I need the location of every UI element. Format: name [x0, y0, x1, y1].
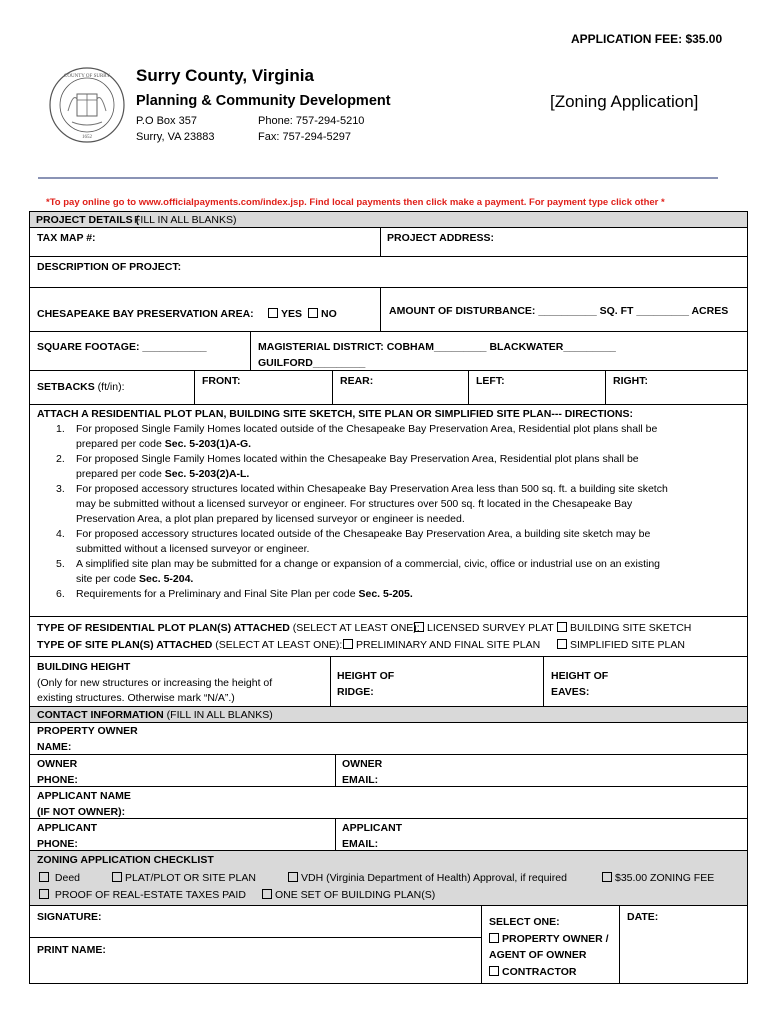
- building-site-sketch-option[interactable]: BUILDING SITE SKETCH: [557, 621, 691, 635]
- project-details-header: PROJECT DETAILS ( FILL IN ALL BLANKS): [29, 211, 748, 228]
- application-title: [Zoning Application]: [550, 92, 699, 111]
- owner-email-field[interactable]: OWNER EMAIL:: [335, 754, 748, 787]
- checkbox: [288, 872, 298, 882]
- project-address-field[interactable]: PROJECT ADDRESS:: [380, 227, 748, 257]
- building-height-label: BUILDING HEIGHT (Only for new structures or increasing the height of existing structures. Otherwise mark “N/A”.): [29, 656, 331, 707]
- property-owner-option[interactable]: PROPERTY OWNER /: [489, 932, 609, 946]
- attach-title: ATTACH A RESIDENTIAL PLOT PLAN, BUILDING SITE SKETCH, SITE PLAN OR SIMPLIFIED SITE PLAN--- DIRECTIONS:: [37, 408, 633, 420]
- zoning-checklist: [29, 850, 748, 906]
- magisterial-district-field[interactable]: MAGISTERIAL DISTRICT: COBHAM_________ BLACKWATER_________ GUILFORD_________: [250, 331, 748, 371]
- ridge-height-field[interactable]: HEIGHT OF RIDGE:: [330, 656, 544, 707]
- checkbox: [557, 622, 567, 632]
- vdh-approval-option[interactable]: VDH (Virginia Department of Health) Approval, if required: [288, 871, 567, 885]
- deed-option[interactable]: Deed: [39, 871, 80, 885]
- checkbox: [343, 639, 353, 649]
- licensed-survey-plat-option[interactable]: LICENSED SURVEY PLAT: [414, 621, 554, 635]
- plan-types: TYPE OF RESIDENTIAL PLOT PLAN(S) ATTACHED (SELECT AT LEAST ONE): LICENSED SURVEY PLAT BUILDING SITE SKETCH TYPE OF SITE PLAN(S) ATTACHED (SELECT AT LEAST ONE): PRELIMINARY AND FINAL SITE PLAN SIMPLIFIED SITE PLAN: [29, 616, 748, 657]
- building-plans-option[interactable]: ONE SET OF BUILDING PLAN(S): [262, 888, 435, 902]
- checkbox: [602, 872, 612, 882]
- applicant-email-field[interactable]: APPLICANT EMAIL:: [335, 818, 748, 851]
- checkbox: [414, 622, 424, 632]
- cbpa-field: CHESAPEAKE BAY PRESERVATION AREA: YES NO: [29, 287, 381, 332]
- square-footage-field[interactable]: SQUARE FOOTAGE: ___________: [29, 331, 251, 371]
- direction-item: 2. For proposed Single Family Homes located within the Chesapeake Bay Preservation Area, Residential plot plans shall be prepared per code Sec. 5-203(2)A-L.: [56, 453, 639, 480]
- plat-plot-site-plan-option[interactable]: PLAT/PLOT OR SITE PLAN: [112, 871, 256, 885]
- simplified-site-plan-option[interactable]: SIMPLIFIED SITE PLAN: [557, 638, 685, 652]
- checkbox: [262, 889, 272, 899]
- checkbox: [557, 639, 567, 649]
- direction-item: 5. A simplified site plan may be submitted for a change or expansion of a commercial, civic, office or industrial use on an existing site per code Sec. 5-204.: [56, 558, 661, 585]
- checkbox: [39, 889, 49, 899]
- disturbance-field[interactable]: AMOUNT OF DISTURBANCE: __________ SQ. FT _________ ACRES: [380, 287, 748, 332]
- eaves-height-field[interactable]: HEIGHT OF EAVES:: [543, 656, 748, 707]
- fax-number: Fax: 757-294-5297: [258, 131, 351, 143]
- cbpa-no[interactable]: NO: [308, 307, 337, 321]
- setback-rear-field[interactable]: REAR:: [332, 370, 469, 405]
- checkbox: [39, 872, 49, 882]
- owner-phone-field[interactable]: OWNER PHONE:: [29, 754, 336, 787]
- online-payment-note: *To pay online go to www.officialpayments.com/index.jsp. Find local payments then click make a payment. For payment type click other *: [46, 197, 665, 208]
- setback-front-field[interactable]: FRONT:: [194, 370, 333, 405]
- yes-checkbox: [268, 308, 278, 318]
- no-checkbox: [308, 308, 318, 318]
- zoning-fee-option[interactable]: $35.00 ZONING FEE: [602, 871, 714, 885]
- svg-text:1652: 1652: [82, 135, 92, 140]
- attach-directions: [29, 404, 748, 617]
- setback-right-field[interactable]: RIGHT:: [605, 370, 748, 405]
- checklist-title: ZONING APPLICATION CHECKLIST: [37, 854, 214, 866]
- directions-list: [30, 422, 745, 602]
- header-divider: [38, 177, 718, 179]
- applicant-name-field[interactable]: APPLICANT NAME (IF NOT OWNER):: [29, 786, 748, 819]
- project-description-field[interactable]: DESCRIPTION OF PROJECT:: [29, 256, 748, 288]
- setback-left-field[interactable]: LEFT:: [468, 370, 606, 405]
- checkbox: [489, 966, 499, 976]
- applicant-phone-field[interactable]: APPLICANT PHONE:: [29, 818, 336, 851]
- mailing-address: P.O Box 357: [136, 115, 197, 127]
- setbacks-label: SETBACKS (ft/in):: [29, 370, 195, 405]
- cbpa-yes[interactable]: YES: [268, 307, 302, 321]
- preliminary-final-site-plan-option[interactable]: PRELIMINARY AND FINAL SITE PLAN: [343, 638, 540, 652]
- print-name-field[interactable]: PRINT NAME:: [29, 937, 482, 984]
- select-one-field: SELECT ONE: PROPERTY OWNER / AGENT OF OWNER CONTRACTOR: [481, 905, 620, 984]
- direction-item: 3. For proposed accessory structures located within Chesapeake Bay Preservation Area less than 500 sq. ft. a building site sketch may be submitted without a licensed surveyor or engineer. For structures over 500 sq. ft located in the Chesapeake Bay Preservation Area, a plot plan prepared by licensed surveyor or engineer is needed.: [56, 483, 668, 525]
- contractor-option[interactable]: CONTRACTOR: [489, 965, 576, 979]
- direction-item: 6. Requirements for a Preliminary and Final Site Plan per code Sec. 5-205.: [56, 588, 413, 600]
- city-state-zip: Surry, VA 23883: [136, 131, 215, 143]
- direction-item: 4. For proposed accessory structures located outside of the Chesapeake Bay Preservation Area, a building site sketch may be submitted without a licensed surveyor or engineer.: [56, 528, 651, 555]
- signature-field[interactable]: SIGNATURE:: [29, 905, 482, 938]
- county-name: Surry County, Virginia: [136, 66, 314, 85]
- county-seal: [48, 66, 126, 144]
- direction-item: 1. For proposed Single Family Homes located outside of the Chesapeake Bay Preservation Area, Residential plot plans shall be prepared per code Sec. 5-203(1)A-G.: [56, 423, 658, 450]
- contact-info-header: CONTACT INFORMATION (FILL IN ALL BLANKS): [29, 706, 748, 723]
- department-name: Planning & Community Development: [136, 93, 391, 109]
- phone-number: Phone: 757-294-5210: [258, 115, 365, 127]
- application-fee: APPLICATION FEE: $35.00: [571, 32, 723, 46]
- tax-map-field[interactable]: TAX MAP #:: [29, 227, 381, 257]
- owner-name-field[interactable]: PROPERTY OWNER NAME:: [29, 722, 748, 755]
- real-estate-taxes-option[interactable]: PROOF OF REAL-ESTATE TAXES PAID: [39, 888, 246, 902]
- date-field[interactable]: DATE:: [619, 905, 748, 984]
- checkbox: [112, 872, 122, 882]
- seal-text: COUNTY OF SURRY: [64, 74, 110, 79]
- checkbox: [489, 933, 499, 943]
